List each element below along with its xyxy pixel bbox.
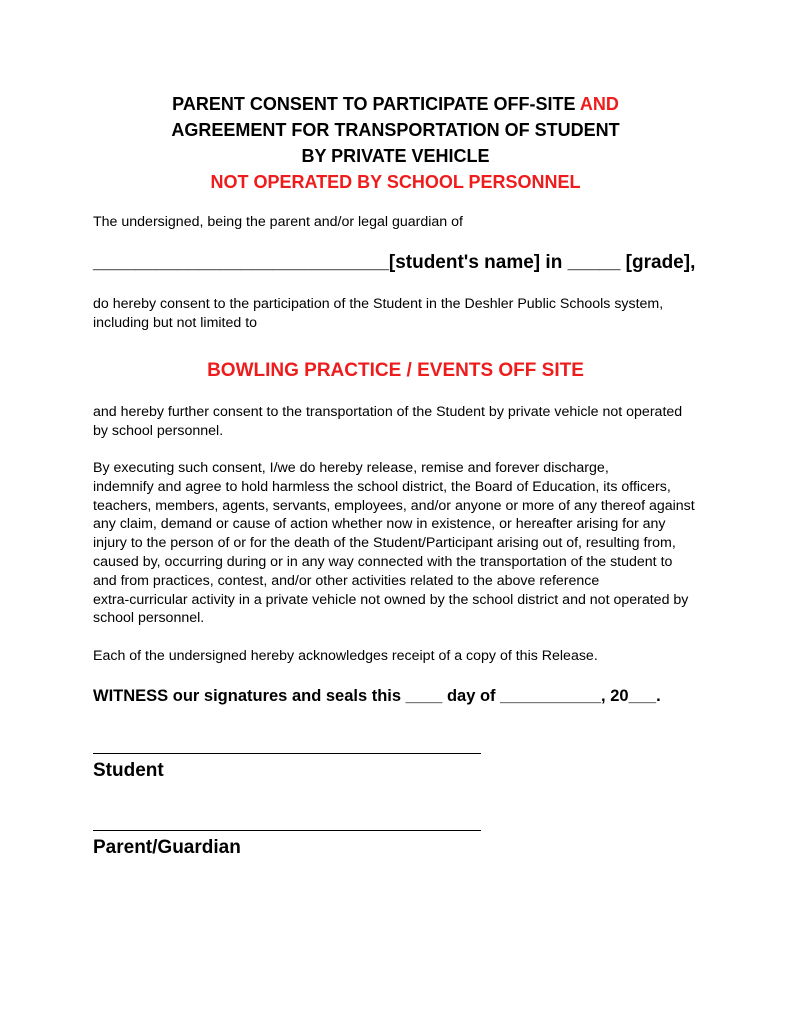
- title-and-highlight: AND: [579, 94, 619, 114]
- consent-line-2: including but not limited to: [93, 314, 258, 331]
- activity-heading: BOWLING PRACTICE / EVENTS OFF SITE: [207, 360, 584, 381]
- release-paragraph: [93, 459, 703, 628]
- release-line-7: and from practices, contest, and/or other activities related to the above reference: [93, 572, 600, 589]
- parent-signature-label: Parent/Guardian: [93, 837, 241, 858]
- release-line-9: school personnel.: [93, 610, 205, 627]
- title-line-1-text: PARENT CONSENT TO PARTICIPATE OFF-SITE: [172, 94, 576, 114]
- transport-line-1: and hereby further consent to the transportation of the Student by private vehicle not operated: [93, 404, 683, 420]
- student-signature-line[interactable]: [93, 753, 481, 754]
- form-title: [93, 91, 698, 195]
- consent-paragraph: [93, 295, 703, 333]
- title-line-1: [93, 91, 698, 117]
- release-line-6: caused by, occurring during or in any way connected with the transportation of the student to: [93, 553, 673, 570]
- consent-line-1: do hereby consent to the participation of the Student in the Deshler Public Schools system,: [93, 296, 664, 312]
- title-line-4-warning: NOT OPERATED BY SCHOOL PERSONNEL: [210, 172, 581, 192]
- release-line-8: extra-curricular activity in a private vehicle not owned by the school district and not operated by: [93, 591, 689, 608]
- witness-line: WITNESS our signatures and seals this ____ day of ___________, 20___.: [93, 687, 661, 705]
- acknowledge-paragraph: [93, 647, 703, 666]
- parent-signature-line[interactable]: [93, 830, 481, 831]
- student-name-grade-line: ____________________________[student's name] in _____ [grade],: [93, 252, 696, 273]
- transport-consent-paragraph: [93, 403, 703, 441]
- acknowledge-text: Each of the undersigned hereby acknowledges receipt of a copy of this Release.: [93, 648, 598, 664]
- student-signature-label: Student: [93, 760, 164, 781]
- intro-paragraph: [93, 213, 703, 232]
- title-line-3: BY PRIVATE VEHICLE: [301, 146, 490, 166]
- intro-text: The undersigned, being the parent and/or legal guardian of: [93, 214, 463, 230]
- title-line-2: AGREEMENT FOR TRANSPORTATION OF STUDENT: [171, 120, 620, 140]
- release-line-3: teachers, members, agents, servants, employees, and/or anyone or more of any thereof against: [93, 497, 695, 514]
- transport-line-2: by school personnel.: [93, 422, 224, 439]
- release-line-4: any claim, demand or cause of action whether now in existence, or hereafter arising for any: [93, 516, 666, 533]
- release-line-5: injury to the person of or for the death of the Student/Participant arising out of, resulting from,: [93, 535, 676, 552]
- release-line-1: By executing such consent, I/we do hereby release, remise and forever discharge,: [93, 460, 609, 476]
- release-line-2: indemnify and agree to hold harmless the school district, the Board of Education, its officers,: [93, 478, 671, 495]
